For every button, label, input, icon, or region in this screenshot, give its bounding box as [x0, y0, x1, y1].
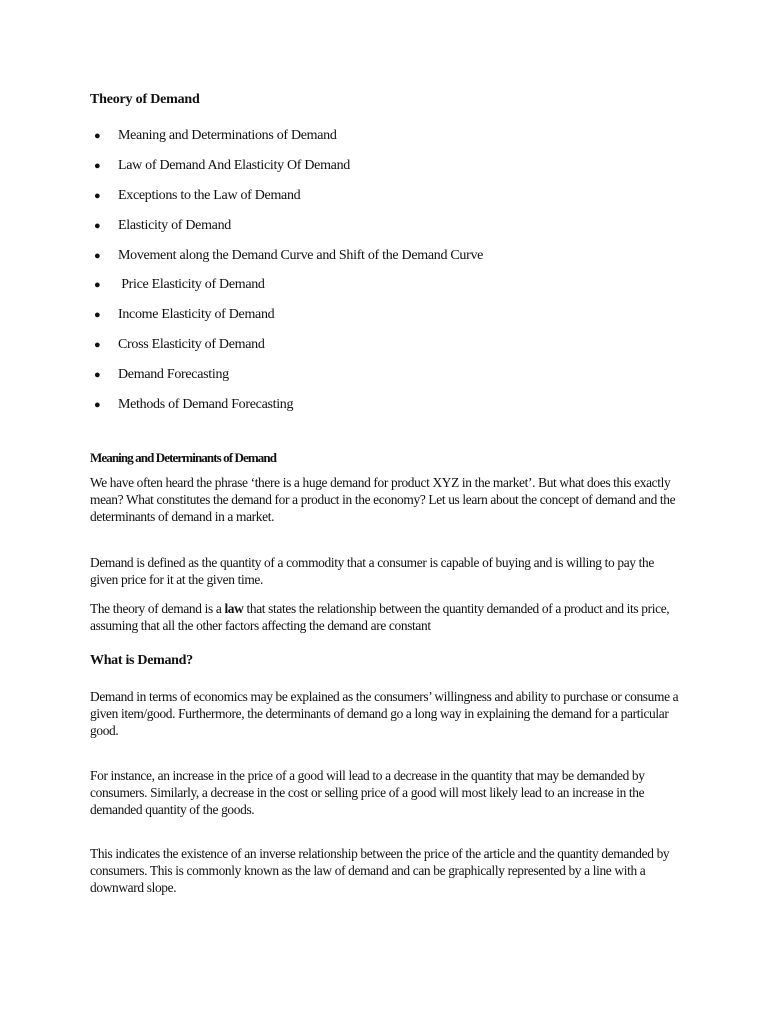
bullet-icon: ● [94, 249, 101, 262]
topic-list [90, 127, 483, 426]
list-item-text: Exceptions to the Law of Demand [118, 187, 301, 203]
list-item-text: Price Elasticity of Demand [118, 277, 265, 293]
bullet-icon: ● [94, 159, 101, 172]
bullet-icon: ● [94, 219, 101, 232]
paragraph-example: For instance, an increase in the price of a good will lead to a decrease in the quantity that may be demanded by consumers. Similarly, a decrease in the cost or selling price of a good will most likely lead to an increase in the demanded quantity of the goods. [90, 768, 645, 817]
bullet-icon: ● [94, 339, 101, 352]
paragraph-law-of-demand: This indicates the existence of an inverse relationship between the price of the article and the quantity demanded by consumers. This is commonly known as the law of demand and can be graphically represented by a line with a downward slope. [90, 846, 670, 895]
list-item-text: Demand Forecasting [118, 367, 229, 383]
list-item-text: Income Elasticity of Demand [118, 307, 275, 323]
bullet-icon: ● [94, 369, 101, 382]
bullet-icon: ● [94, 130, 101, 142]
bullet-icon: ● [94, 309, 101, 322]
list-item [90, 127, 483, 157]
list-item [90, 157, 483, 187]
paragraph-theory-text-end: that states the relationship between the quantity demanded of a product and its price, assuming that all the other factors affecting the demand are constant [90, 601, 670, 633]
paragraph-definition: Demand is defined as the quantity of a commodity that a consumer is capable of buying and is willing to pay the given price for it at the given time. [90, 555, 654, 587]
list-item [90, 247, 483, 277]
list-item [90, 217, 483, 247]
paragraph-theory-text-start: The theory of demand is a [90, 601, 225, 616]
section-heading-what-is-demand: What is Demand? [90, 653, 193, 668]
list-item-text: Cross Elasticity of Demand [118, 337, 265, 353]
list-item [90, 366, 483, 396]
list-item-text: Law of Demand And Elasticity Of Demand [118, 157, 350, 173]
bullet-icon: ● [94, 399, 101, 412]
document-title: Theory of Demand [90, 92, 200, 107]
list-item [90, 306, 483, 336]
list-item-text: Methods of Demand Forecasting [118, 397, 294, 413]
bullet-icon: ● [94, 279, 101, 292]
section-heading-meaning: Meaning and Determinants of Demand [90, 450, 277, 465]
list-item [90, 187, 483, 217]
paragraph-theory [90, 600, 680, 634]
bullet-icon: ● [94, 189, 101, 202]
list-item [90, 336, 483, 366]
paragraph-intro: We have often heard the phrase ‘there is a huge demand for product XYZ in the market’. But what does this exactly mean? What constitutes the demand for a product in the economy? Let us learn about the concept of demand and the determinants of demand in a market. [90, 475, 676, 524]
list-item [90, 396, 483, 426]
list-item [90, 276, 483, 306]
list-item-text: Elasticity of Demand [118, 217, 231, 233]
paragraph-theory-bold-term: law [224, 601, 244, 616]
paragraph-economics: Demand in terms of economics may be explained as the consumers’ willingness and ability to purchase or consume a given item/good. Furthermore, the determinants of demand go a long way in explaining the demand for a particular good. [90, 689, 679, 738]
list-item-text: Movement along the Demand Curve and Shift of the Demand Curve [118, 247, 484, 263]
list-item-text: Meaning and Determinations of Demand [118, 128, 337, 143]
